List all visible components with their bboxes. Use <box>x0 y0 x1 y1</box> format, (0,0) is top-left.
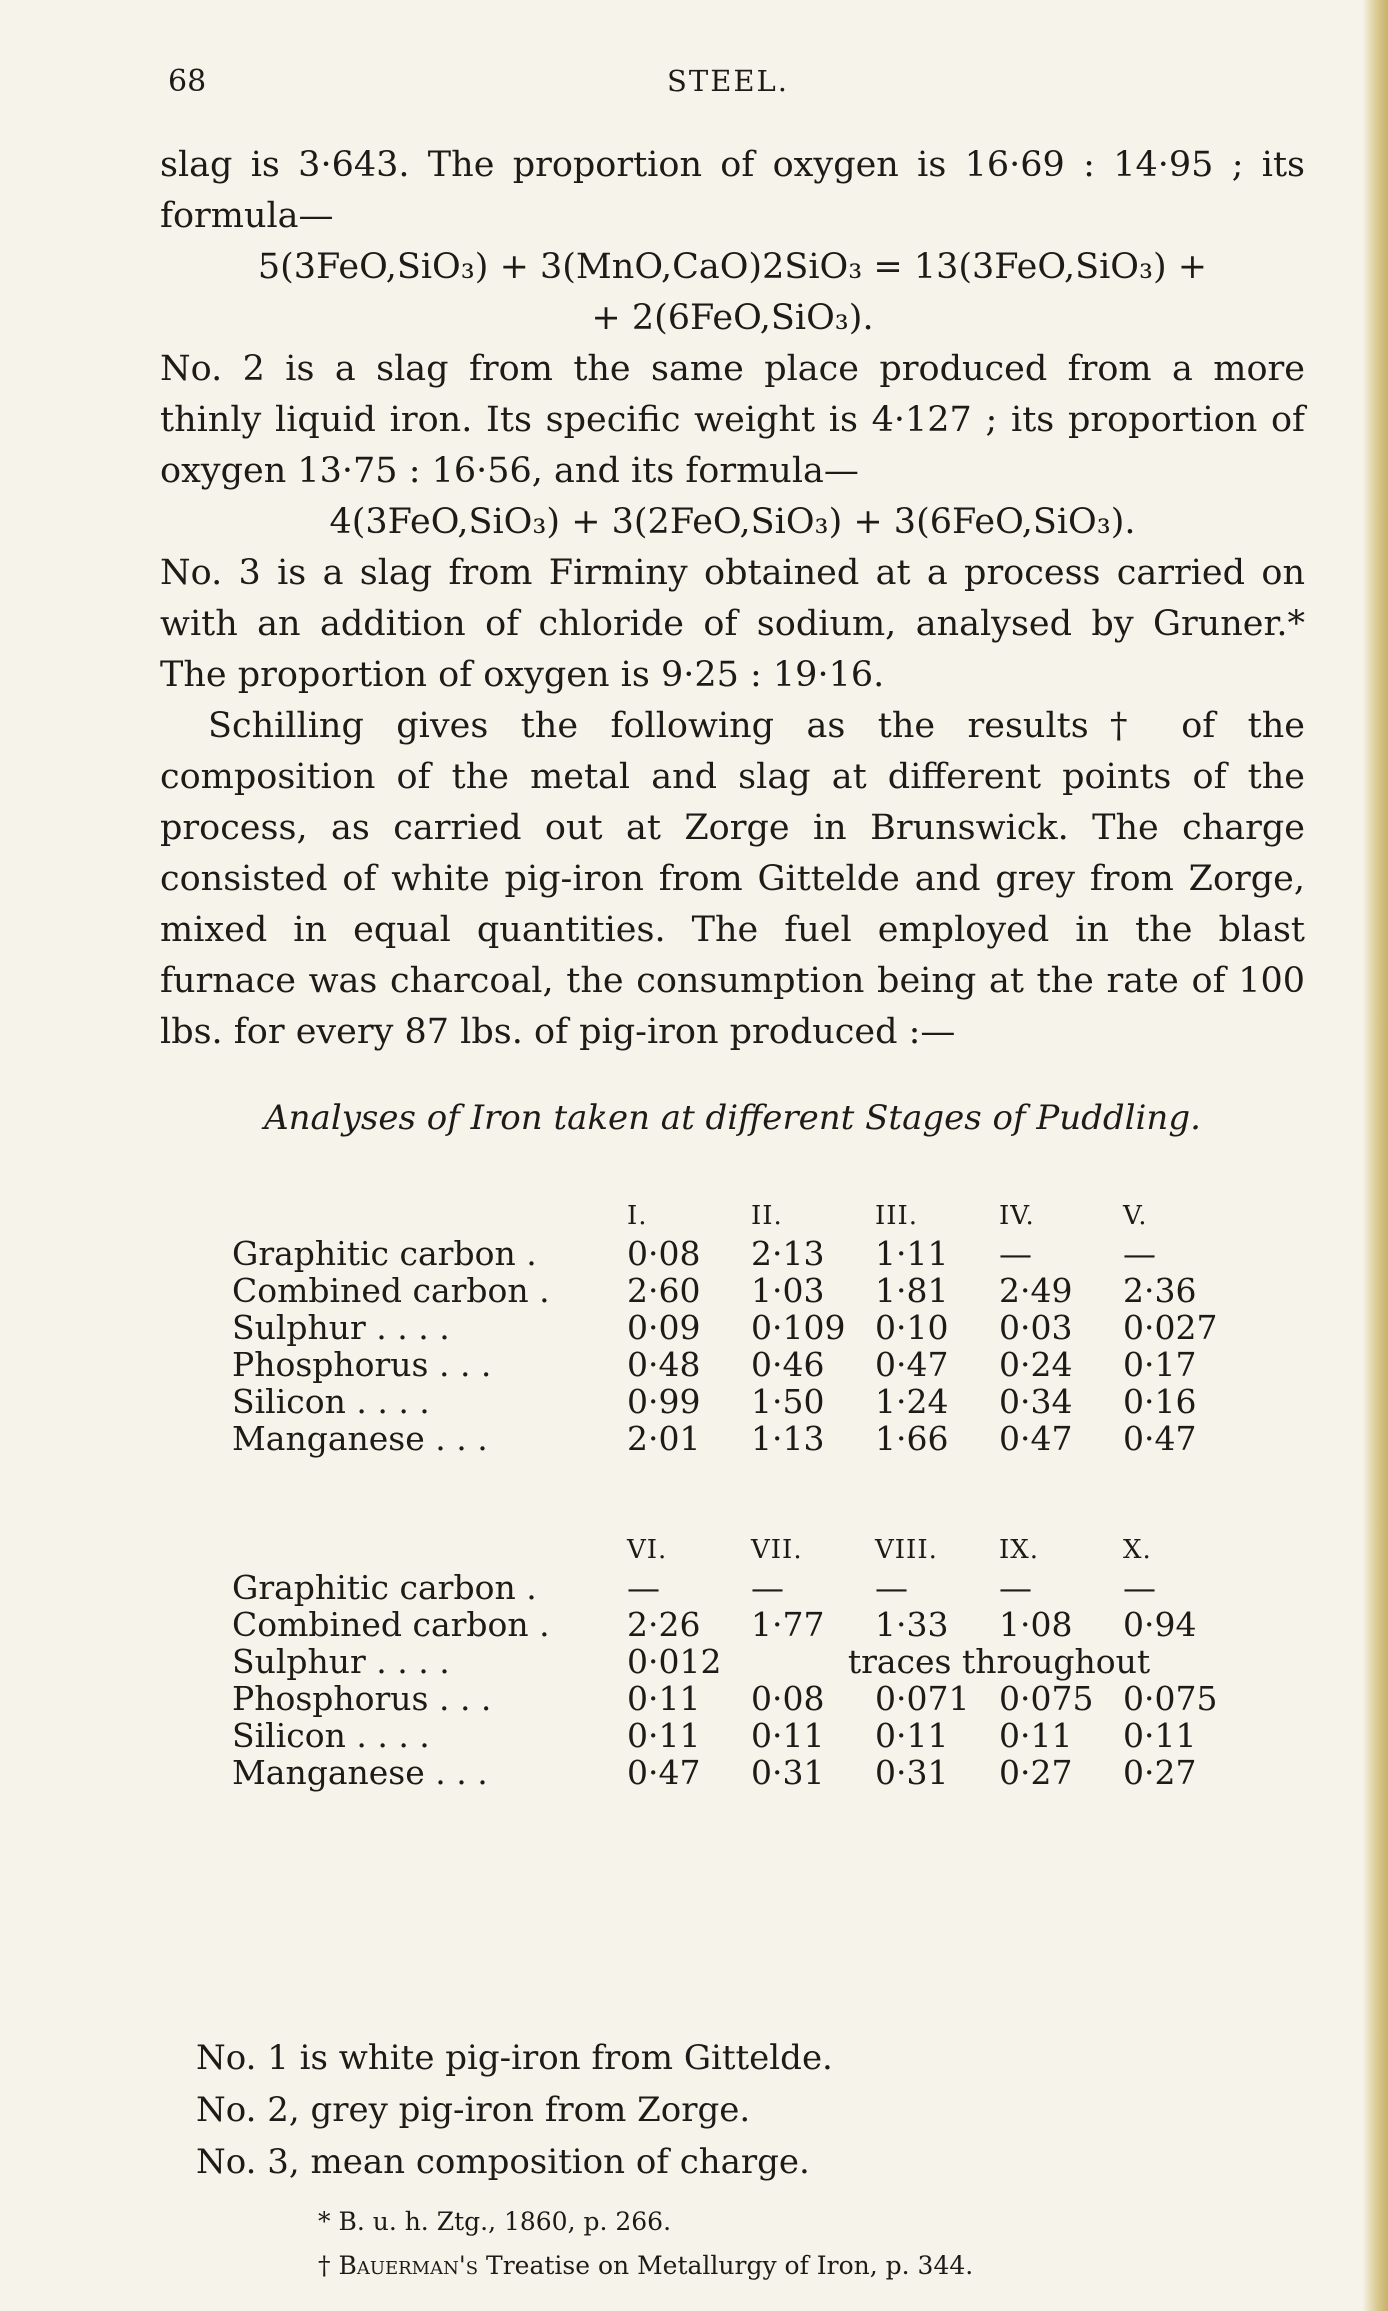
page-number: 68 <box>168 64 207 99</box>
table-title: Analyses of Iron taken at different Stages of Puddling. <box>264 1098 1201 1138</box>
table-cell: 0·31 <box>751 1753 825 1792</box>
table-row <box>232 1346 1247 1383</box>
table-cell: 0·03 <box>999 1308 1073 1347</box>
row-label: Silicon . . . . <box>232 1716 430 1755</box>
note-3: No. 3, mean composition of charge. <box>196 2142 810 2182</box>
table-cell: — <box>999 1568 1032 1607</box>
table-cell: 0·11 <box>875 1716 949 1755</box>
column-header: II. <box>751 1201 783 1231</box>
table-cell: 0·48 <box>627 1345 701 1384</box>
table-cell-span: traces throughout <box>847 1642 1151 1681</box>
table-cell: 0·027 <box>1123 1308 1218 1347</box>
table-notes <box>196 2032 833 2188</box>
table-cell: 1·03 <box>751 1271 825 1310</box>
table-cell: 0·075 <box>999 1679 1094 1718</box>
table-cell: — <box>1123 1568 1156 1607</box>
table-cell: 1·66 <box>875 1419 949 1458</box>
analyses-table-part-2 <box>232 1532 1247 1791</box>
footnote-2-mark: † <box>318 2251 331 2280</box>
table-cell: 0·10 <box>875 1308 949 1347</box>
table-cell: 2·13 <box>751 1234 825 1273</box>
table-cell: 0·17 <box>1123 1345 1197 1384</box>
table-row <box>232 1309 1247 1346</box>
table-cell: — <box>1123 1234 1156 1273</box>
paragraph-2: No. 2 is a slag from the same place produced from a more thinly liquid iron. Its specific weight is 4·127 ; its proportion of oxygen 13·75 : 16·56, and its formula— <box>160 349 1305 491</box>
table-cell: 1·13 <box>751 1419 825 1458</box>
table-header-blank <box>232 1532 627 1569</box>
table-cell: 1·50 <box>751 1382 825 1421</box>
table-cell: 0·11 <box>627 1679 701 1718</box>
table-row <box>232 1606 1247 1643</box>
row-label: Combined carbon . <box>232 1271 550 1310</box>
row-label: Sulphur . . . . <box>232 1308 450 1347</box>
table-cell: 2·60 <box>627 1271 701 1310</box>
page-edge <box>1362 0 1388 2311</box>
formula-1a: 5(3FeO,SiO₃) + 3(MnO,CaO)2SiO₃ = 13(3FeO,SiO₃) + <box>257 247 1208 287</box>
analyses-table-part-1 <box>232 1198 1247 1457</box>
table-row <box>232 1717 1247 1754</box>
table-row <box>232 1235 1247 1272</box>
row-label: Graphitic carbon . <box>232 1568 537 1607</box>
table-cell: 0·27 <box>1123 1753 1197 1792</box>
paragraph-3: No. 3 is a slag from Firminy obtained at a process carried on with an addition of chloride of sodium, analysed by Gruner.* The proportion of oxygen is 9·25 : 19·16. <box>160 553 1305 695</box>
row-label: Manganese . . . <box>232 1753 488 1792</box>
table-cell: 0·27 <box>999 1753 1073 1792</box>
table-cell: 0·94 <box>1123 1605 1197 1644</box>
row-label: Manganese . . . <box>232 1419 488 1458</box>
column-header: IV. <box>999 1201 1035 1231</box>
table-cell: 0·08 <box>751 1679 825 1718</box>
table-cell: 0·11 <box>1123 1716 1197 1755</box>
table-cell: 0·075 <box>1123 1679 1218 1718</box>
table-cell: 0·47 <box>627 1753 701 1792</box>
table-cell: 0·24 <box>999 1345 1073 1384</box>
table-cell: — <box>875 1568 908 1607</box>
table-header-row <box>232 1198 1247 1235</box>
table-cell: 1·81 <box>875 1271 949 1310</box>
formula-2: 4(3FeO,SiO₃) + 3(2FeO,SiO₃) + 3(6FeO,SiO₃). <box>329 502 1136 542</box>
table-cell: 1·11 <box>875 1234 949 1273</box>
table-row <box>232 1569 1247 1606</box>
footnote-2-author: Bauerman's <box>338 2251 479 2280</box>
table-header-blank <box>232 1198 627 1235</box>
table-cell: 0·071 <box>875 1679 970 1718</box>
table-cell: 0·09 <box>627 1308 701 1347</box>
row-label: Phosphorus . . . <box>232 1679 492 1718</box>
column-header: VIII. <box>875 1535 938 1565</box>
table-header-row <box>232 1532 1247 1569</box>
row-label: Combined carbon . <box>232 1605 550 1644</box>
column-header: X. <box>1123 1535 1152 1565</box>
table-cell: 0·11 <box>627 1716 701 1755</box>
column-header: IX. <box>999 1535 1040 1565</box>
row-label: Silicon . . . . <box>232 1382 430 1421</box>
table-cell: 2·49 <box>999 1271 1073 1310</box>
table-cell: 0·34 <box>999 1382 1073 1421</box>
column-header: V. <box>1123 1201 1148 1231</box>
table-cell: 2·26 <box>627 1605 701 1644</box>
table-cell: — <box>751 1568 784 1607</box>
paragraph-4: Schilling gives the following as the results† of the composition of the metal and slag at different points of the process, as carried out at Zorge in Brunswick. The charge consisted of white pig-iron from Gittelde and grey from Zorge, mixed in equal quantities. The fuel employed in the blast furnace was charcoal, the consumption being at the rate of 100 lbs. for every 87 lbs. of pig-iron produced :— <box>160 706 1305 1052</box>
footnotes <box>318 2200 973 2288</box>
note-2: No. 2, grey pig-iron from Zorge. <box>196 2090 751 2130</box>
column-header: I. <box>627 1201 648 1231</box>
row-label: Sulphur . . . . <box>232 1642 450 1681</box>
table-cell: — <box>999 1234 1032 1273</box>
page-header <box>158 64 1298 124</box>
table-cell: 0·47 <box>1123 1419 1197 1458</box>
table-row <box>232 1680 1247 1717</box>
column-header: VII. <box>751 1535 803 1565</box>
row-label: Graphitic carbon . <box>232 1234 537 1273</box>
table-cell: 0·31 <box>875 1753 949 1792</box>
footnote-1: * B. u. h. Ztg., 1860, p. 266. <box>318 2207 672 2236</box>
running-head: STEEL. <box>666 64 790 98</box>
table-cell: 1·33 <box>875 1605 949 1644</box>
note-1: No. 1 is white pig-iron from Gittelde. <box>196 2038 833 2078</box>
table-cell: 1·08 <box>999 1605 1073 1644</box>
table-cell: 0·109 <box>751 1308 846 1347</box>
table-cell: 2·36 <box>1123 1271 1197 1310</box>
footnote-2 <box>318 2244 973 2288</box>
table-cell: — <box>627 1568 660 1607</box>
table-cell: 0·47 <box>875 1345 949 1384</box>
table-cell: 0·11 <box>999 1716 1073 1755</box>
table-cell: 0·012 <box>627 1642 722 1681</box>
table-cell: 2·01 <box>627 1419 701 1458</box>
table-row <box>232 1272 1247 1309</box>
body-text <box>160 140 1305 1058</box>
table-cell: 0·16 <box>1123 1382 1197 1421</box>
table-cell: 0·99 <box>627 1382 701 1421</box>
table-row <box>232 1383 1247 1420</box>
table-cell: 0·46 <box>751 1345 825 1384</box>
footnote-2-title: Treatise on Metallurgy of Iron, p. 344. <box>486 2251 974 2280</box>
formula-1b: + 2(6FeO,SiO₃). <box>591 298 874 338</box>
table-cell: 1·77 <box>751 1605 825 1644</box>
column-header: VI. <box>627 1535 668 1565</box>
row-label: Phosphorus . . . <box>232 1345 492 1384</box>
table-cell: 0·11 <box>751 1716 825 1755</box>
table-cell: 1·24 <box>875 1382 949 1421</box>
table-row <box>232 1643 1247 1680</box>
table-cell: 0·08 <box>627 1234 701 1273</box>
table-cell: 0·47 <box>999 1419 1073 1458</box>
column-header: III. <box>875 1201 919 1231</box>
paragraph-1: slag is 3·643. The proportion of oxygen is 16·69 : 14·95 ; its formula— <box>160 145 1305 236</box>
table-row <box>232 1754 1247 1791</box>
table-row <box>232 1420 1247 1457</box>
